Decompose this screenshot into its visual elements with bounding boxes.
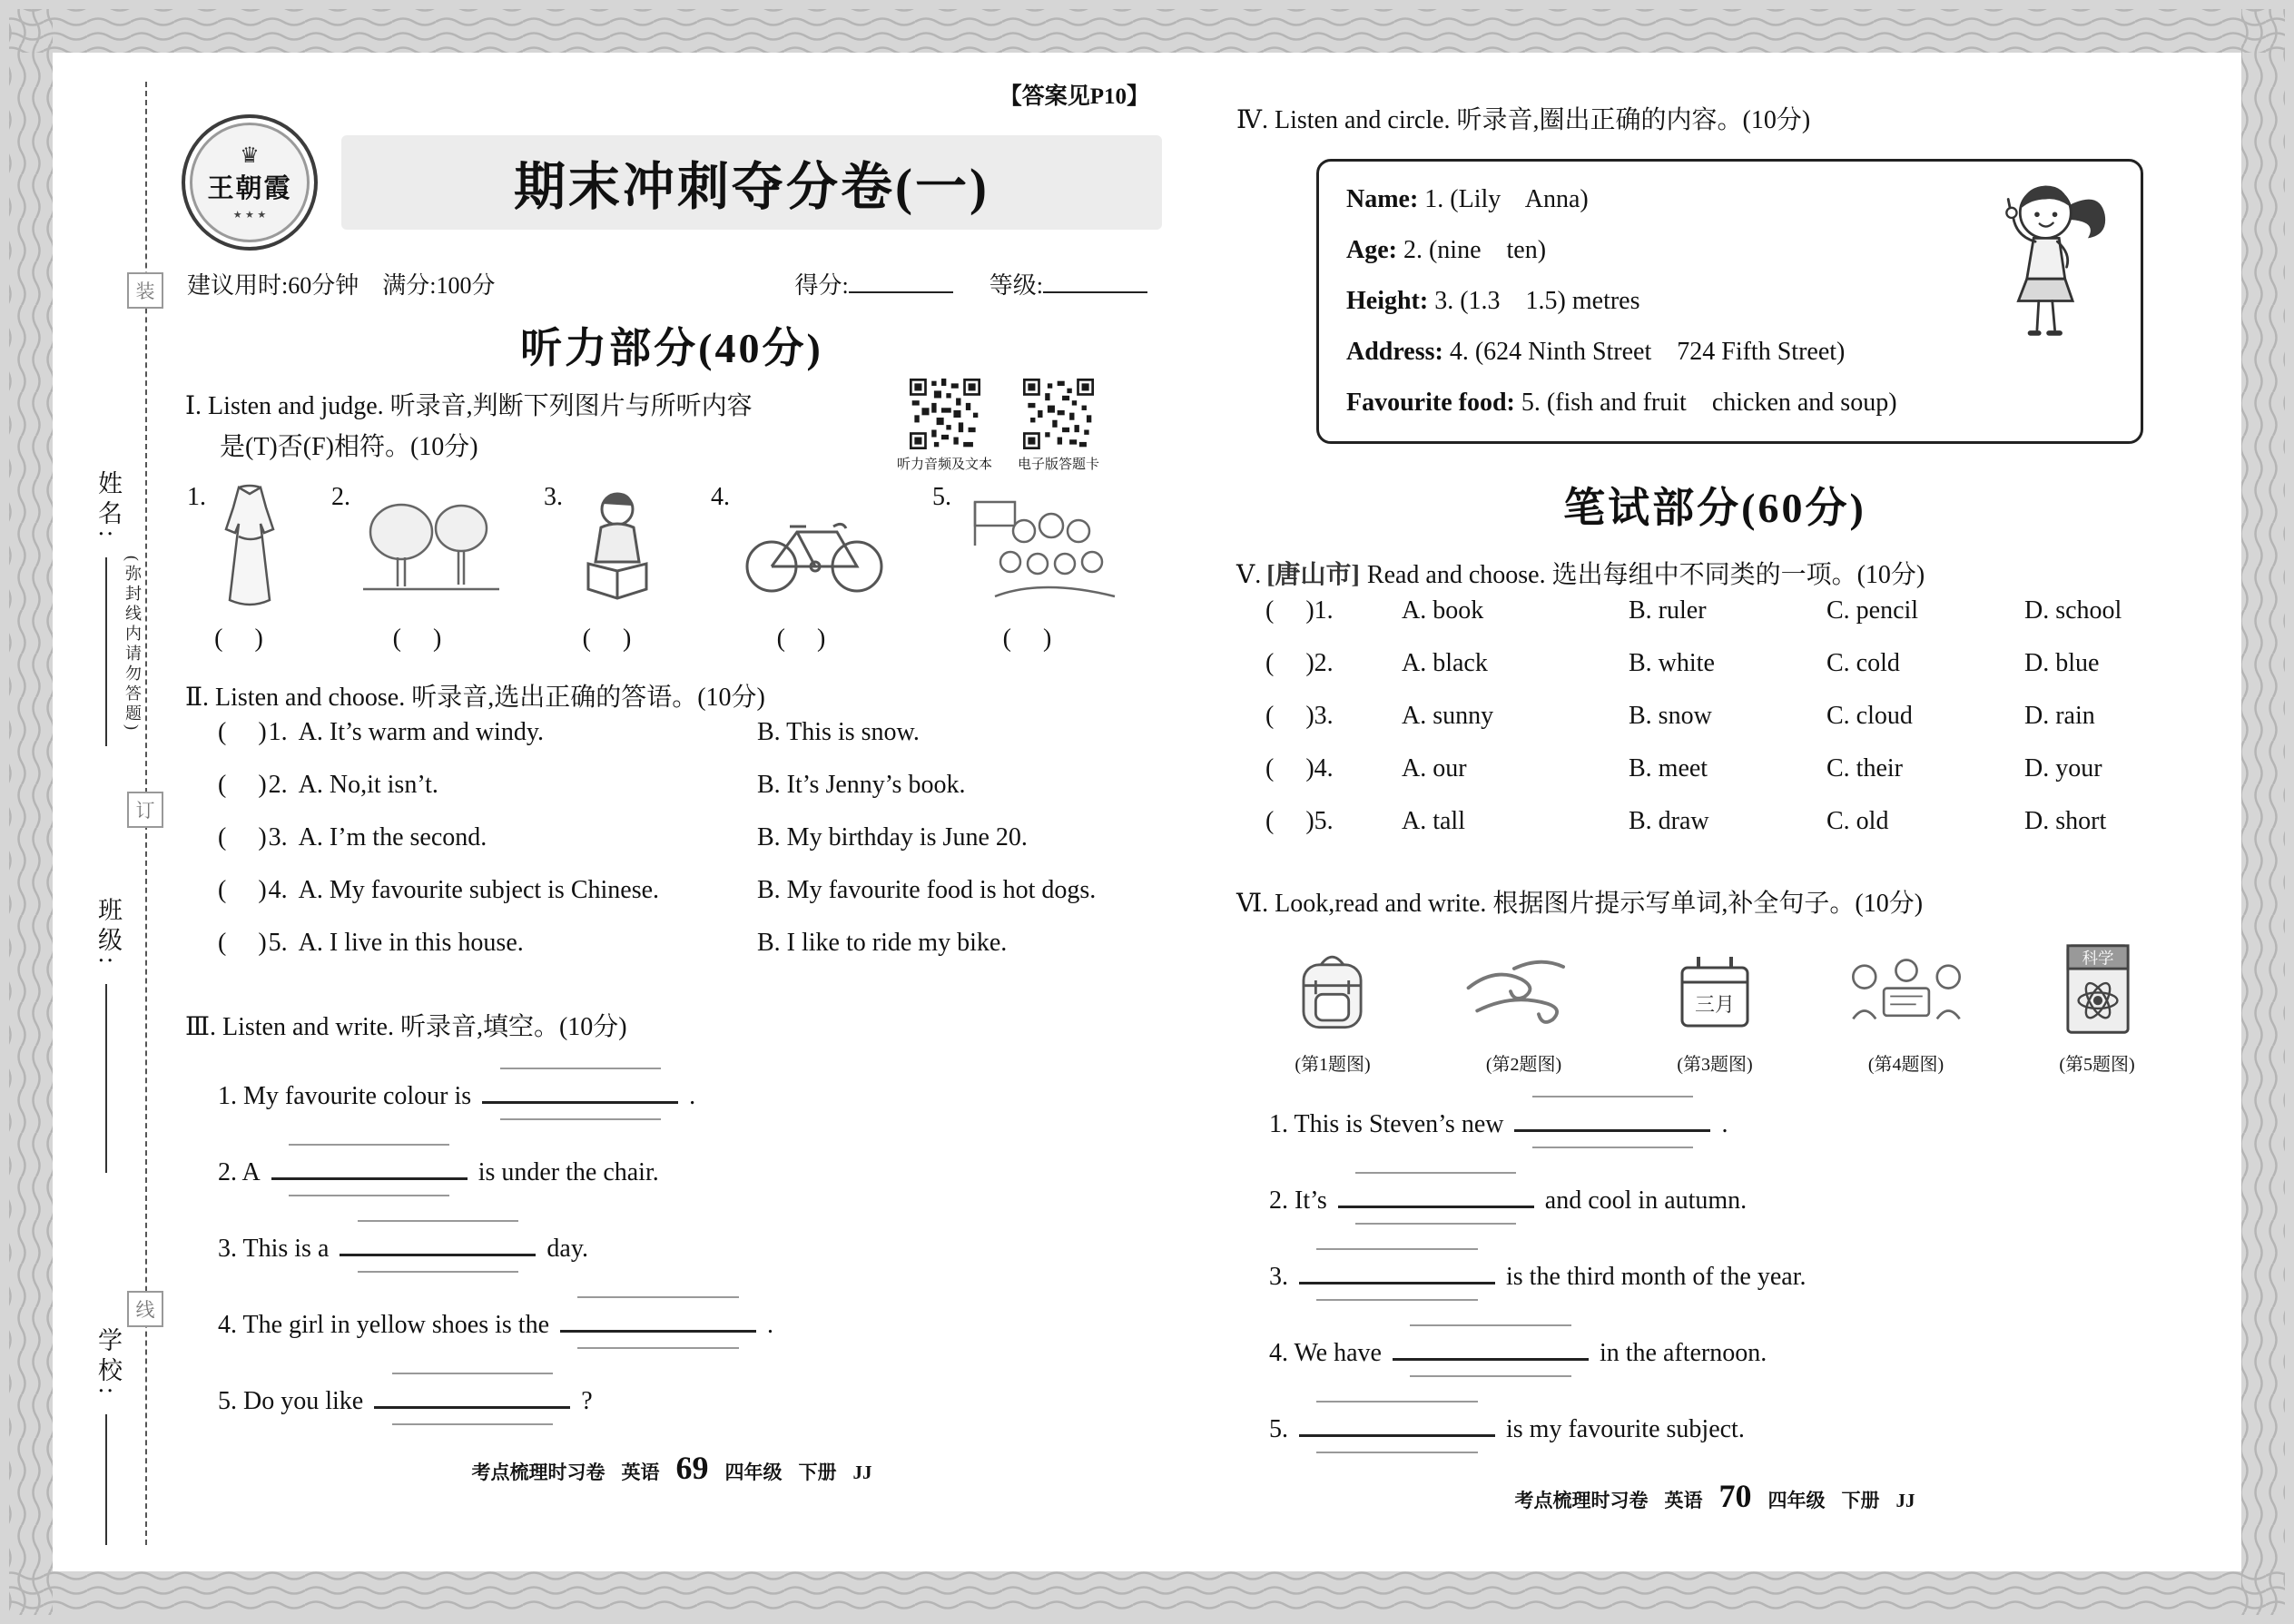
girl-pointing-illustration <box>1981 167 2117 345</box>
answer-bracket: ( ) <box>1265 753 1314 782</box>
classify-question-row: ( )4. A. our B. meet C. their D. your <box>1265 753 2102 782</box>
section-1-title-line1: Ⅰ. Listen and judge. 听录音,判断下列图片与所听内容 <box>185 392 753 420</box>
section-3-title: Ⅲ. Listen and write. 听录音,填空。(10分) <box>185 1013 627 1042</box>
score-field: 得分: <box>795 267 953 300</box>
section-5-title: Ⅴ. [唐山市] Read and choose. 选出每组中不同类的一项。(10分) <box>1236 561 1925 590</box>
page-number: 69 <box>675 1450 709 1487</box>
image-caption: (第2题图) <box>1485 1055 1562 1076</box>
prompt-item-2 <box>1433 939 1615 1076</box>
fill-blank-row: 4. The girl in yellow shoes is the . <box>218 1311 773 1340</box>
answer-bracket: ( ) <box>776 624 826 653</box>
judge-item-5: 5. ( ) <box>932 477 1122 654</box>
children-cards-image <box>1834 945 1979 1040</box>
answer-bracket: ( ) <box>392 624 442 653</box>
reading-boy-image <box>570 484 670 609</box>
prompt-images-row <box>1233 939 2197 1076</box>
binding-stamp-1: 装 <box>127 272 163 309</box>
blank-line <box>374 1402 570 1409</box>
option-b: B. My birthday is June 20. <box>757 823 1028 852</box>
qr-code-icon <box>910 379 980 449</box>
listen-circle-row: Name: 1. (Lily Anna) <box>1346 185 1589 214</box>
fill-blank-row: 1. This is Steven’s new . <box>1269 1110 1728 1139</box>
section-1-title-line2: 是(T)否(F)相符。(10分) <box>220 433 478 462</box>
time-note: 建议用时:60分钟 满分:100分 <box>187 272 496 299</box>
page-footer: 考点梳理时习卷 英语 70 四年级 下册 JJ <box>1514 1478 1915 1515</box>
listen-circle-row: Address: 4. (624 Ninth Street 724 Fifth Street) <box>1346 338 1846 367</box>
qr-codes <box>897 379 1099 473</box>
answer-bracket: ( ) <box>218 823 267 852</box>
left-page <box>182 78 1162 1487</box>
dress-image <box>213 480 290 612</box>
fill-blank-row: 2. A is under the chair. <box>218 1158 659 1187</box>
listen-circle-box <box>1316 159 2143 444</box>
blank-line <box>1514 1125 1710 1132</box>
option-a: A. No,it isn’t. <box>298 771 438 800</box>
option-b: B. I like to ride my bike. <box>757 929 1008 958</box>
image-caption: (第5题图) <box>2059 1055 2135 1076</box>
answer-bracket: ( ) <box>1265 595 1314 625</box>
answer-bracket: ( ) <box>214 624 263 653</box>
option-b: B. This is snow. <box>757 718 920 747</box>
answer-bracket: ( ) <box>1265 648 1314 677</box>
wind-image <box>1456 950 1592 1040</box>
written-part-heading: 笔试部分(60分) <box>1563 485 1866 532</box>
right-page <box>1233 100 2197 1515</box>
answer-reference: 【答案见P10】 <box>999 84 1149 109</box>
fill-blank-row: 5. Do you like ? <box>218 1387 593 1416</box>
listen-circle-row: Favourite food: 5. (fish and fruit chicken and soup) <box>1346 389 1897 418</box>
blank-line <box>271 1173 468 1180</box>
fill-blank-row: 5. is my favourite subject. <box>1269 1415 1745 1444</box>
svg-text:科学: 科学 <box>2081 949 2114 968</box>
judge-item-1: 1. ( ) <box>187 477 290 654</box>
option-a: A. My favourite subject is Chinese. <box>298 876 660 905</box>
paper-header <box>182 114 1162 251</box>
class-fill-line <box>105 984 107 1173</box>
prompt-item-1 <box>1242 939 1423 1076</box>
brand-name: 王朝霞 <box>207 174 292 203</box>
option-b: B. It’s Jenny’s book. <box>757 771 966 800</box>
grade-blank-line <box>1043 288 1147 293</box>
section-3-listen-write <box>182 1007 1162 1416</box>
classify-question-row: ( )2. A. black B. white C. cold D. blue <box>1265 648 2100 677</box>
answer-bracket: ( ) <box>218 876 267 905</box>
name-field-label: 姓名: <box>94 470 122 543</box>
answer-bracket: ( ) <box>218 929 267 958</box>
science-book-image <box>2054 939 2141 1040</box>
stars-icon: ★ ★ ★ <box>232 209 267 221</box>
section-5-read-choose <box>1233 555 2197 859</box>
binding-stamp-2: 订 <box>127 792 163 828</box>
qr-audio-label: 听力音频及文本 <box>897 458 993 472</box>
section-2-listen-choose <box>182 677 1162 981</box>
answer-bracket: ( ) <box>218 718 267 747</box>
image-caption: (第3题图) <box>1677 1055 1753 1076</box>
listen-circle-row: Age: 2. (nine ten) <box>1346 236 1547 265</box>
calendar-image <box>1669 950 1760 1040</box>
school-fill-line <box>105 1414 107 1545</box>
blank-line <box>340 1249 536 1256</box>
answer-bracket: ( ) <box>582 624 632 653</box>
answer-bracket: ( ) <box>1265 701 1314 730</box>
blank-line <box>560 1325 756 1333</box>
blank-line <box>1393 1353 1589 1361</box>
blank-line <box>1338 1201 1534 1208</box>
class-field-label: 班级: <box>94 897 122 969</box>
blank-line <box>1299 1277 1495 1284</box>
city-tag: [唐山市] <box>1266 561 1360 590</box>
blank-line <box>482 1097 678 1104</box>
section-6-look-read-write <box>1233 883 2197 1444</box>
classify-question-row: ( )1. A. book B. ruler C. pencil D. school <box>1265 595 2122 625</box>
choice-question-row: ( )4. A. My favourite subject is Chinese. B. My favourite food is hot dogs. <box>218 876 1097 905</box>
listening-part-heading: 听力部分(40分) <box>520 325 823 371</box>
fill-blank-row: 3. This is a day. <box>218 1235 588 1264</box>
binding-stamp-3: 线 <box>127 1291 163 1327</box>
school-field-label: 学校: <box>94 1327 122 1400</box>
section-6-title: Ⅵ. Look,read and write. 根据图片提示写单词,补全句子。(10分) <box>1236 889 1924 918</box>
qr-code-icon <box>1023 379 1094 449</box>
choice-question-row: ( )2. A. No,it isn’t. B. It’s Jenny’s book. <box>218 771 966 800</box>
bicycle-image <box>737 494 891 598</box>
page-number: 70 <box>1718 1478 1752 1515</box>
name-fill-line <box>105 557 107 746</box>
option-a: A. I live in this house. <box>298 929 524 958</box>
choice-question-row: ( )1. A. It’s warm and windy. B. This is snow. <box>218 718 920 747</box>
fill-blank-row: 1. My favourite colour is . <box>218 1082 696 1111</box>
classify-question-row: ( )5. A. tall B. draw C. old D. short <box>1265 806 2107 835</box>
answer-bracket: ( ) <box>218 771 267 800</box>
crown-icon: ♛ <box>240 143 260 168</box>
seal-note: (弥封线内请勿答题) <box>123 556 142 733</box>
section-4-listen-circle <box>1233 100 2197 444</box>
prompt-item-5 <box>2006 939 2188 1076</box>
classify-question-row: ( )3. A. sunny B. snow C. cloud D. rain <box>1265 701 2095 730</box>
qr-audio <box>897 379 992 473</box>
judge-item-2: 2. ( ) <box>331 477 503 654</box>
page-footer: 考点梳理时习卷 英语 69 四年级 下册 JJ <box>471 1450 872 1487</box>
judge-images-row <box>182 477 1162 654</box>
prompt-item-4 <box>1816 939 1997 1076</box>
children-group-image <box>959 489 1122 603</box>
fill-blank-row: 4. We have in the afternoon. <box>1269 1339 1767 1368</box>
choice-question-row: ( )3. A. I’m the second. B. My birthday is June 20. <box>218 823 1028 852</box>
section-4-title: Ⅳ. Listen and circle. 听录音,圈出正确的内容。(10分) <box>1236 106 1811 134</box>
brand-logo <box>182 114 318 251</box>
fill-blank-row: 3. is the third month of the year. <box>1269 1263 1807 1292</box>
answer-bracket: ( ) <box>1002 624 1052 653</box>
grade-field: 等级: <box>989 267 1147 300</box>
trees-image <box>358 494 503 598</box>
section-2-title: Ⅱ. Listen and choose. 听录音,选出正确的答语。(10分) <box>185 683 765 712</box>
blank-line <box>1299 1430 1495 1437</box>
qr-answer-sheet-label: 电子版答题卡 <box>1018 458 1100 472</box>
paper-info-row <box>182 267 1162 300</box>
qr-answer-sheet <box>1018 379 1099 473</box>
judge-item-3: 3. ( ) <box>544 477 670 654</box>
image-caption: (第1题图) <box>1295 1055 1371 1076</box>
option-a: A. It’s warm and windy. <box>298 718 545 747</box>
prompt-item-3 <box>1624 939 1806 1076</box>
option-a: A. I’m the second. <box>298 823 487 852</box>
fill-blank-row: 2. It’s and cool in autumn. <box>1269 1186 1748 1216</box>
listen-circle-row: Height: 3. (1.3 1.5) metres <box>1346 287 1640 316</box>
choice-question-row: ( )5. A. I live in this house. B. I like to ride my bike. <box>218 929 1008 958</box>
judge-item-4: 4. ( ) <box>711 477 891 654</box>
answer-bracket: ( ) <box>1265 806 1314 835</box>
option-b: B. My favourite food is hot dogs. <box>757 876 1097 905</box>
svg-text:三月: 三月 <box>1694 993 1736 1017</box>
paper-title: 期末冲刺夺分卷(一) <box>341 135 1162 230</box>
section-1-listen-judge <box>182 386 1162 654</box>
score-blank-line <box>849 288 953 293</box>
image-caption: (第4题图) <box>1867 1055 1944 1076</box>
backpack-image <box>1282 940 1383 1040</box>
